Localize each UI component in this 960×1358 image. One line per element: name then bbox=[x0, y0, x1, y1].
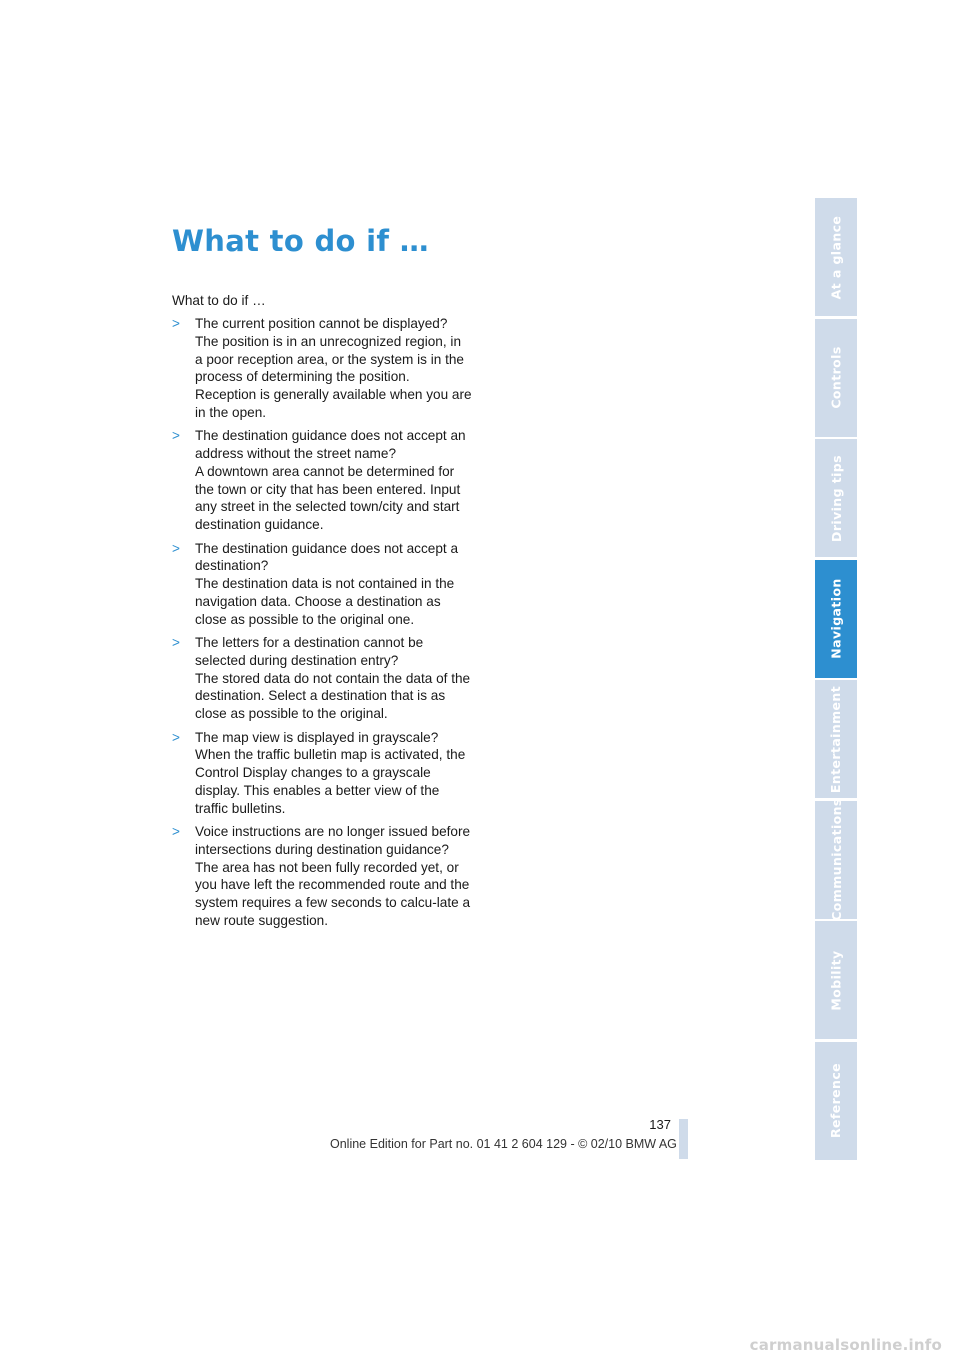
item-question: The destination guidance does not accept an address without the street name? bbox=[195, 428, 466, 462]
watermark: carmanualsonline.info bbox=[749, 1336, 942, 1354]
item-question: The map view is displayed in grayscale? bbox=[195, 729, 439, 745]
tab-at-a-glance[interactable] bbox=[815, 198, 857, 316]
list-item bbox=[172, 823, 472, 930]
bullet-arrow-icon: > bbox=[172, 316, 180, 331]
tab-label: At a glance bbox=[828, 215, 844, 299]
tab-mobility[interactable] bbox=[815, 921, 857, 1039]
tab-label: Controls bbox=[828, 346, 844, 409]
tab-entertainment[interactable] bbox=[815, 680, 857, 798]
item-question: The letters for a destination cannot be selected during destination entry? bbox=[195, 635, 424, 668]
bullet-arrow-icon: > bbox=[172, 824, 180, 840]
list-item bbox=[172, 634, 472, 723]
intro-text: What to do if … bbox=[172, 293, 266, 308]
section-tabs bbox=[815, 198, 857, 1160]
bullet-arrow-icon: > bbox=[172, 428, 180, 444]
list-item bbox=[172, 427, 472, 534]
item-answer: The area has not been fully recorded yet, or you have left the recommended route and the system requires a few seconds to calcu-late a new route suggestion. bbox=[195, 859, 471, 928]
list-item bbox=[172, 315, 472, 422]
bullet-arrow-icon: > bbox=[172, 729, 180, 745]
item-answer: The position is in an unrecognized region, in a poor reception area, or the system is in the process of determining the position. Reception is generally available when you are in the open. bbox=[195, 333, 472, 420]
tab-label: Navigation bbox=[828, 578, 844, 659]
tab-controls[interactable] bbox=[815, 319, 857, 437]
item-question: Voice instructions are no longer issued before intersections during destination guidance? bbox=[195, 824, 471, 857]
item-answer: The stored data do not contain the data of the destination. Select a destination that is as close as possible to the original. bbox=[195, 670, 471, 722]
item-question: The current position cannot be displayed? bbox=[195, 316, 448, 331]
page-number: 137 bbox=[649, 1117, 671, 1132]
tab-communications[interactable] bbox=[815, 798, 857, 921]
item-answer: A downtown area cannot be determined for the town or city that has been entered. Input any street in the selected town/city and start destination guidance. bbox=[195, 463, 461, 533]
page-title: What to do if … bbox=[172, 224, 429, 258]
footer-edition-text: Online Edition for Part no. 01 41 2 604 129 - © 02/10 BMW AG bbox=[330, 1137, 677, 1151]
page-marker bbox=[679, 1119, 688, 1159]
item-answer: When the traffic bulletin map is activated, the Control Display changes to a grayscale display. This enables a better view of the traffic bulletins. bbox=[195, 747, 466, 816]
bullet-arrow-icon: > bbox=[172, 540, 180, 556]
bullet-arrow-icon: > bbox=[172, 635, 180, 651]
tab-label: Communications bbox=[828, 798, 844, 921]
troubleshooting-list bbox=[172, 315, 472, 935]
list-item bbox=[172, 729, 472, 818]
tab-label: Entertainment bbox=[828, 685, 844, 793]
tab-label: Reference bbox=[828, 1062, 844, 1139]
list-item bbox=[172, 540, 472, 629]
tab-navigation[interactable] bbox=[815, 560, 857, 678]
tab-reference[interactable] bbox=[815, 1042, 857, 1160]
item-question: The destination guidance does not accept a destination? bbox=[195, 540, 459, 574]
tab-driving-tips[interactable] bbox=[815, 439, 857, 557]
tab-label: Driving tips bbox=[828, 454, 844, 542]
item-answer: The destination data is not contained in the navigation data. Choose a destination as close as possible to the original one. bbox=[195, 576, 455, 627]
tab-label: Mobility bbox=[828, 949, 844, 1011]
